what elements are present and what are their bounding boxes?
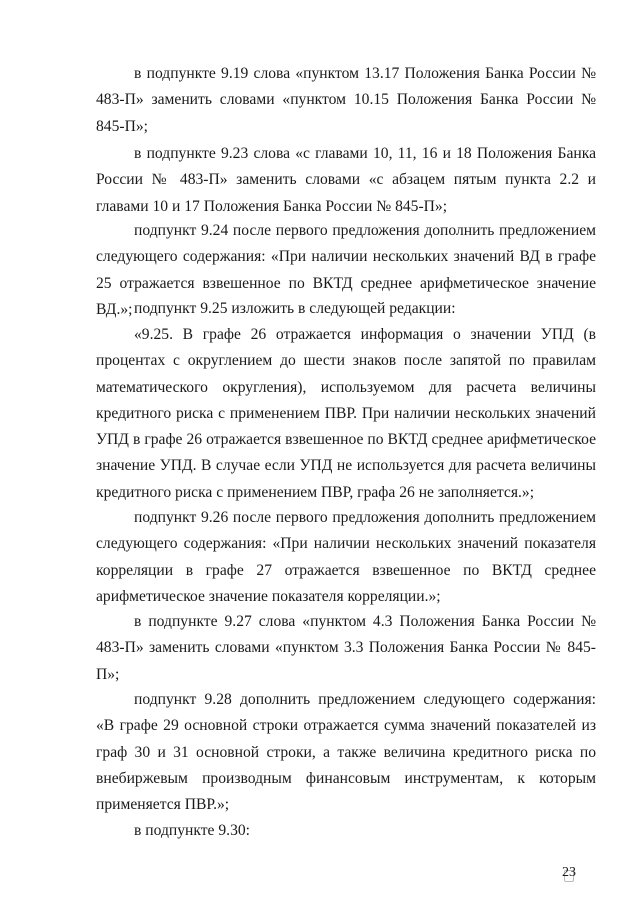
paragraph-9-25-intro: подпункт 9.25 изложить в следующей редакции: <box>134 300 456 317</box>
paragraph-9-19: в подпункте 9.19 слова «пунктом 13.17 Положения Банка России № 483-П» заменить словами «пунктом 10.15 Положения Банка России № 845-П»; <box>96 65 596 135</box>
paragraph-9-30: в подпункте 9.30: <box>134 822 251 839</box>
paragraph-9-24: подпункт 9.24 после первого предложения дополнить предложением следующего содержания: «При наличии нескольких значений ВД в графе 25 отражается взвешенное по ВКТД среднее арифметическое значение ВД.»; <box>96 222 596 318</box>
page-number: 23 <box>562 865 576 880</box>
paragraph-9-26: подпункт 9.26 после первого предложения дополнить предложением следующего содержания: «При наличии нескольких значений показателя корреляции в графе 27 отражается взвешенное по ВКТД среднее арифметическое значение показателя корреляции.»; <box>96 509 596 605</box>
paragraph-9-25-text: «9.25. В графе 26 отражается информация о значении УПД (в процентах с округлением до шести знаков после запятой по правилам математического округления), используемом для расчета величины кредитного риска с применением ПВР. При наличии нескольких значений УПД в графе 26 отражается взвешенное по ВКТД среднее арифметическое значение УПД. В случае если УПД не используется для расчета величины кредитного риска с применением ПВР, графа 26 не заполняется.»; <box>96 326 596 501</box>
paragraph-9-28: подпункт 9.28 дополнить предложением следующего содержания: «В графе 29 основной строки отражается сумма значений показателей из граф 30 и 31 основной строки, а также величина кредитного риска по внебиржевым производным финансовым инструментам, к которым применяется ПВР.»; <box>96 691 596 814</box>
paragraph-9-27: в подпункте 9.27 слова «пунктом 4.3 Положения Банка России № 483-П» заменить словами «пунктом 3.3 Положения Банка России № 845-П»; <box>96 613 596 683</box>
paragraph-9-23: в подпункте 9.23 слова «с главами 10, 11, 16 и 18 Положения Банка России № 483-П» заменить словами «с абзацем пятым пункта 2.2 и главами 10 и 17 Положения Банка России № 845-П»; <box>96 145 596 215</box>
